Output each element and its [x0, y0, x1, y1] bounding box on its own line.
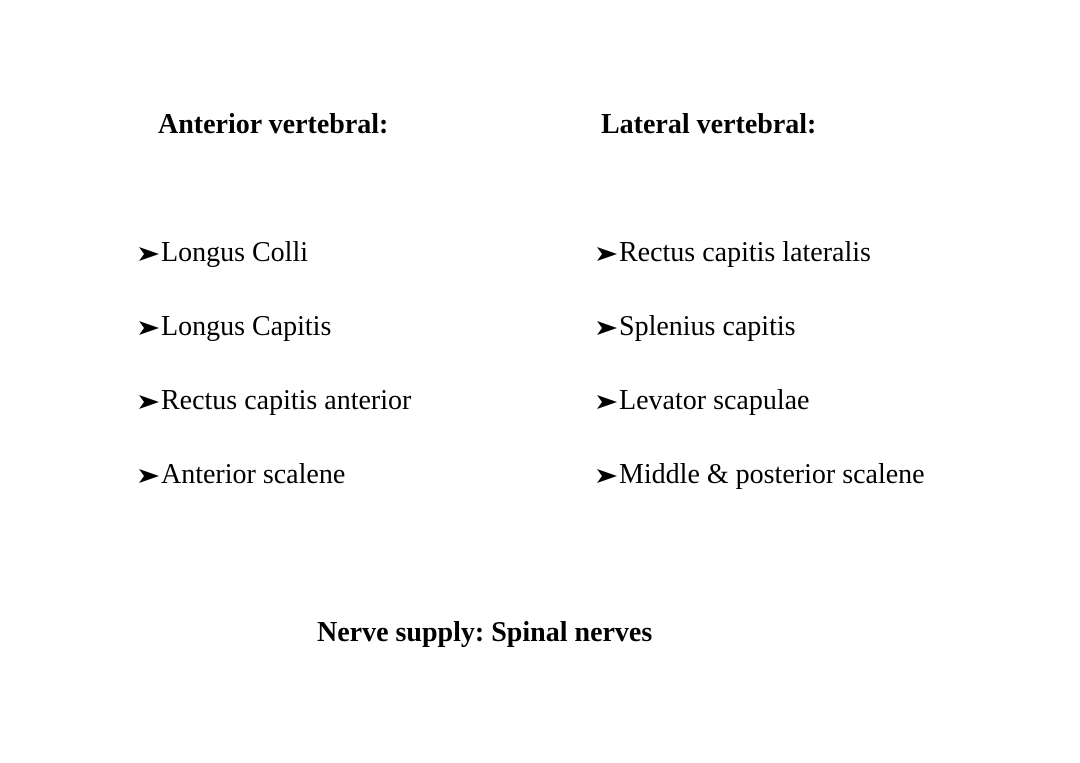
list-item: [137, 236, 411, 310]
list-item-label: Splenius capitis: [619, 311, 796, 342]
arrowhead-bullet-icon: [137, 384, 161, 418]
list-item-label: Anterior scalene: [161, 459, 346, 490]
list-item-label: Levator scapulae: [619, 385, 810, 416]
list-item: [595, 384, 925, 458]
list-item: [137, 310, 411, 384]
arrowhead-bullet-icon: [137, 458, 161, 492]
list-item-label: Middle & posterior scalene: [619, 459, 925, 490]
list-item: [595, 236, 925, 310]
arrowhead-bullet-icon: [137, 310, 161, 344]
arrowhead-bullet-icon: [595, 384, 619, 418]
anterior-vertebral-list: [137, 236, 411, 532]
list-item-label: Rectus capitis lateralis: [619, 237, 871, 268]
arrowhead-bullet-icon: [137, 236, 161, 270]
list-item: [595, 310, 925, 384]
anterior-vertebral-heading: Anterior vertebral:: [158, 109, 389, 140]
arrowhead-bullet-icon: [595, 310, 619, 344]
list-item: [137, 384, 411, 458]
nerve-supply-caption: Nerve supply: Spinal nerves: [317, 617, 653, 648]
list-item: [137, 458, 411, 532]
lateral-vertebral-heading: Lateral vertebral:: [601, 109, 817, 140]
list-item-label: Rectus capitis anterior: [161, 385, 412, 416]
arrowhead-bullet-icon: [595, 458, 619, 492]
lateral-vertebral-list: [595, 236, 925, 532]
arrowhead-bullet-icon: [595, 236, 619, 270]
list-item-label: Longus Capitis: [161, 311, 332, 342]
list-item: [595, 458, 925, 532]
list-item-label: Longus Colli: [161, 237, 309, 268]
